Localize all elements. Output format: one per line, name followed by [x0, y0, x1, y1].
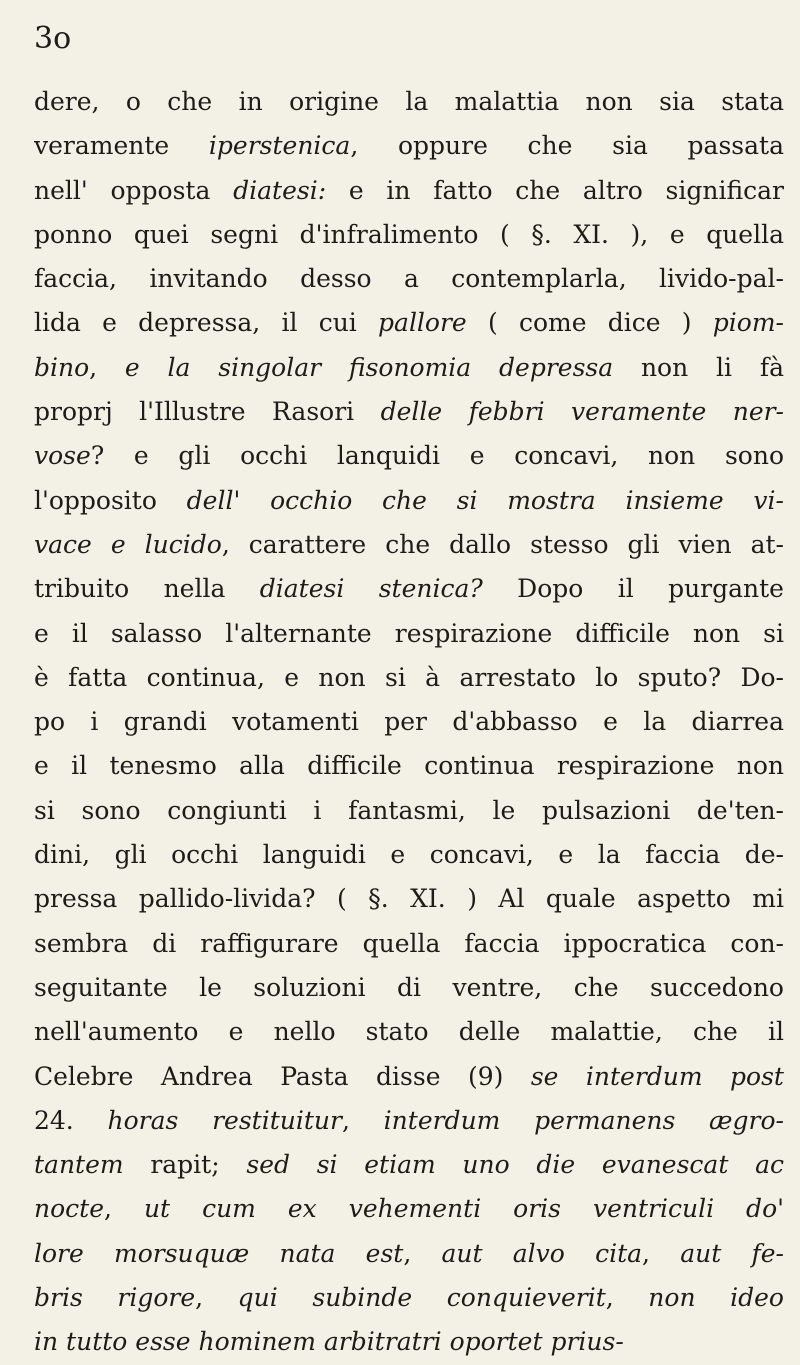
italic-text: nocte [34, 1194, 104, 1224]
text-line [34, 1232, 784, 1276]
text-segment: Celebre Andrea Pasta disse (9) [34, 1061, 531, 1091]
text-segment: è fatta continua, e non si à arrestato lo sputo? Do- [34, 662, 784, 692]
text-line [34, 523, 784, 567]
italic-text: bino [34, 352, 90, 382]
text-segment: tribuito nella [34, 574, 260, 604]
text-segment: lida e depressa, il cui [34, 308, 379, 338]
text-line [34, 1143, 784, 1187]
text-segment: sembra di raffigurare quella faccia ippocratica con- [34, 928, 784, 958]
text-line [34, 966, 784, 1010]
italic-text: tantem [34, 1150, 124, 1180]
text-segment: ( come dice ) [466, 308, 713, 338]
text-segment: , [104, 1194, 144, 1224]
text-segment: , carattere che dallo stesso gli vien at- [221, 529, 784, 559]
text-segment: rapit; [123, 1150, 247, 1180]
italic-text: horas restituitur [107, 1105, 342, 1135]
italic-text: sed si etiam uno die evanescat ac [246, 1150, 784, 1180]
text-line [34, 1320, 784, 1364]
text-segment: dere, o che in origine la malattia non sia stata [34, 87, 784, 116]
text-segment: , [642, 1238, 681, 1268]
text-line [34, 346, 784, 390]
text-segment: e il salasso l'alternante respirazione difficile non si [34, 618, 784, 648]
italic-text: in tutto esse hominem arbitratri oportet prius- [34, 1327, 624, 1357]
italic-text: iperstenica [208, 131, 351, 161]
text-line [34, 1187, 784, 1231]
text-segment: e il tenesmo alla difficile continua respirazione non [34, 751, 784, 781]
text-segment: 24. [34, 1105, 108, 1135]
text-line [34, 1276, 784, 1320]
text-line [34, 257, 784, 301]
italic-text: e la singolar fisonomia depressa [124, 352, 614, 382]
italic-text: pallore [378, 308, 467, 338]
italic-text: ut cum ex vehementi oris ventriculi do' [143, 1194, 784, 1224]
text-segment: pressa pallido-livida? ( §. XI. ) Al quale aspetto mi [34, 884, 784, 914]
body-text [34, 80, 784, 1365]
text-segment: l'opposito [34, 485, 187, 515]
text-segment: si sono congiunti i fantasmi, le pulsazioni de'ten- [34, 795, 784, 825]
page-number: 3o [34, 21, 72, 56]
text-segment: , oppure che sia passata [350, 131, 784, 161]
text-line [34, 744, 784, 788]
text-line [34, 877, 784, 921]
text-segment: , [341, 1105, 384, 1135]
text-line [34, 612, 784, 656]
text-line [34, 567, 784, 611]
text-line [34, 213, 784, 257]
italic-text: diatesi: [233, 175, 327, 205]
text-line [34, 656, 784, 700]
italic-text: delle febbri veramente ner- [380, 397, 784, 427]
italic-text: aut alvo cita [441, 1238, 643, 1268]
text-segment: , [195, 1283, 238, 1313]
text-line [34, 434, 784, 478]
italic-text: qui subinde conquieverit [237, 1283, 606, 1313]
text-segment: , [403, 1238, 442, 1268]
italic-text: aut fe- [680, 1238, 784, 1268]
text-segment: ponno quei segni d'infralimento ( §. XI. ), e quella [34, 219, 784, 249]
text-line [34, 479, 784, 523]
text-line [34, 169, 784, 213]
text-line [34, 1010, 784, 1054]
text-segment: ? e gli occhi lanquidi e concavi, non sono [90, 441, 784, 471]
text-segment: e in fatto che altro significar [326, 175, 784, 205]
text-segment: po i grandi votamenti per d'abbasso e la diarrea [34, 707, 784, 737]
italic-text: non ideo [648, 1283, 784, 1313]
text-segment: , [605, 1283, 649, 1313]
text-segment: non li fà [613, 352, 784, 382]
text-line [34, 700, 784, 744]
text-line [34, 1099, 784, 1143]
text-line [34, 301, 784, 345]
text-segment: nell' opposta [34, 175, 234, 205]
text-line [34, 390, 784, 434]
text-line [34, 1055, 784, 1099]
italic-text: lore morsuquæ nata est [34, 1238, 404, 1268]
text-segment: , [89, 352, 125, 382]
italic-text: vose [34, 441, 91, 471]
text-segment: nell'aumento e nello stato delle malattie, che il [34, 1017, 784, 1047]
italic-text: se interdum post [530, 1061, 784, 1091]
italic-text: diatesi stenica? [259, 574, 483, 604]
text-segment: veramente [34, 131, 209, 161]
text-line [34, 124, 784, 168]
italic-text: piom- [712, 308, 784, 338]
text-line [34, 80, 784, 124]
italic-text: vace e lucido [34, 529, 222, 559]
text-segment: faccia, invitando desso a contemplarla, livido-pal- [34, 264, 784, 294]
text-segment: seguitante le soluzioni di ventre, che succedono [34, 972, 784, 1002]
text-segment: proprj l'Illustre Rasori [34, 397, 381, 427]
italic-text: bris rigore [34, 1283, 196, 1313]
italic-text: dell' occhio che si mostra insieme vi- [186, 485, 784, 515]
text-segment: Dopo il purgante [482, 574, 784, 604]
italic-text: interdum permanens ægro- [383, 1105, 784, 1135]
text-line [34, 833, 784, 877]
text-segment: dini, gli occhi languidi e concavi, e la faccia de- [34, 840, 784, 870]
text-line [34, 922, 784, 966]
text-line [34, 789, 784, 833]
